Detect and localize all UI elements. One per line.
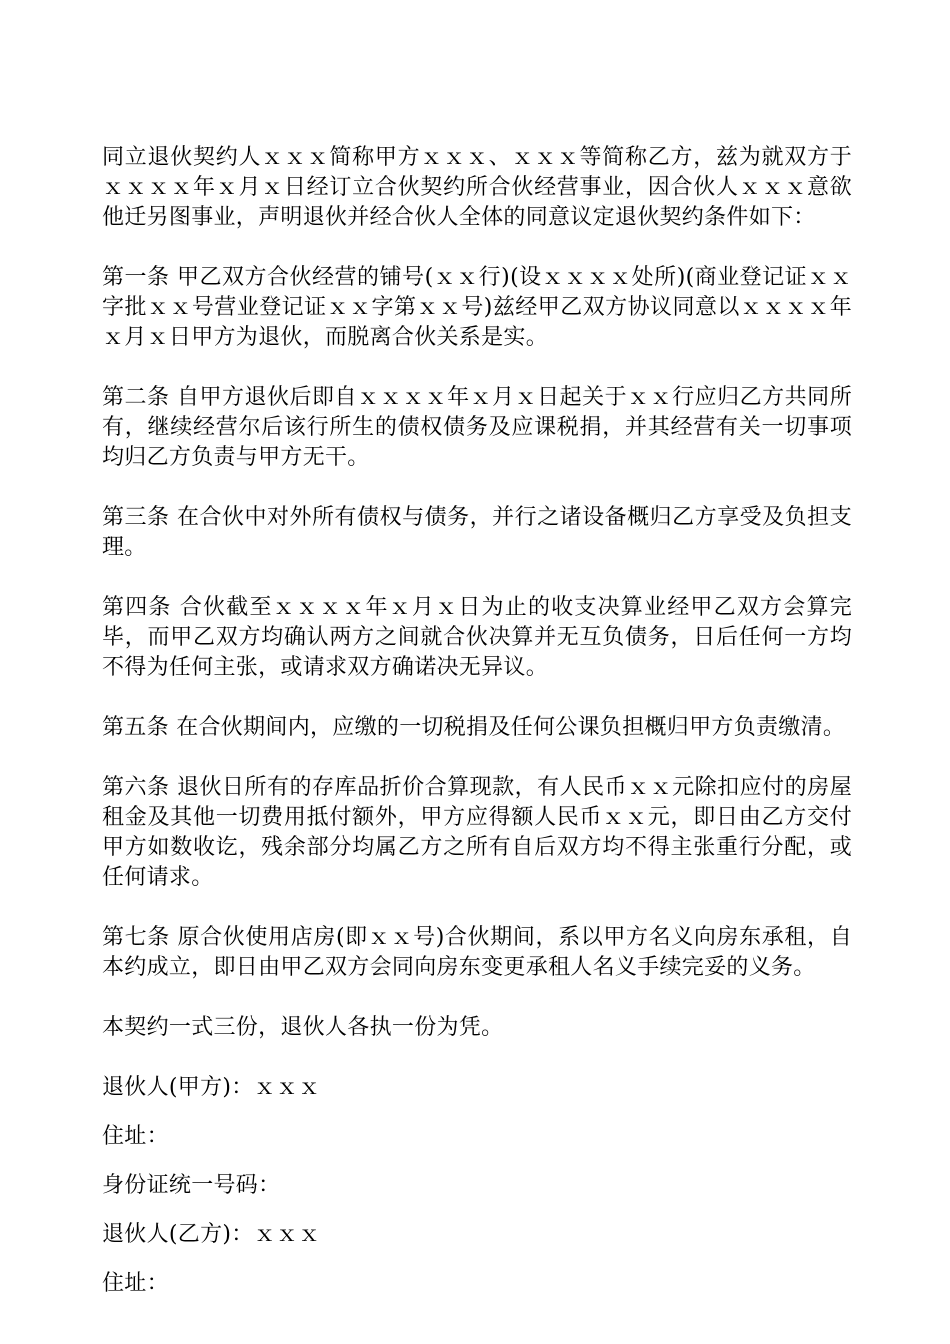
party-a-address-line: 住址： xyxy=(102,1124,169,1149)
party-a-signature-line: 退伙人(甲方)：ｘｘｘ xyxy=(102,1075,321,1100)
copies-paragraph: 本契约一式三份，退伙人各执一份为凭。 xyxy=(102,1015,504,1040)
article-2-paragraph: 第二条 自甲方退伙后即自ｘｘｘｘ年ｘ月ｘ日起关于ｘｘ行应归乙方共同所有，继续经营尔后该行所生的债权债务及应课税捐，并其经营有关一切事项均归乙方负责与甲方无干。 xyxy=(102,385,852,470)
party-b-signature-line: 退伙人(乙方)：ｘｘｘ xyxy=(102,1222,321,1247)
preamble-paragraph: 同立退伙契约人ｘｘｘ简称甲方ｘｘｘ、ｘｘｘ等简称乙方，兹为就双方于ｘｘｘｘ年ｘ月ｘ日经订立合伙契约所合伙经营事业，因合伙人ｘｘｘ意欲他迁另图事业，声明退伙并经合伙人全体的同意议定退伙契约条件如下： xyxy=(102,145,852,230)
article-5-paragraph: 第五条 在合伙期间内，应缴的一切税捐及任何公课负担概归甲方负责缴清。 xyxy=(102,715,846,740)
article-3-paragraph: 第三条 在合伙中对外所有债权与债务，并行之诸设备概归乙方享受及负担支理。 xyxy=(102,505,852,560)
article-7-paragraph: 第七条 原合伙使用店房(即ｘｘ号)合伙期间，系以甲方名义向房东承租，自本约成立，即日由甲乙双方会同向房东变更承租人名义手续完妥的义务。 xyxy=(102,925,852,980)
article-6-paragraph: 第六条 退伙日所有的存库品折价合算现款，有人民币ｘｘ元除扣应付的房屋租金及其他一切费用抵付额外，甲方应得额人民币ｘｘ元，即日由乙方交付甲方如数收讫，残余部分均属乙方之所有自后双方均不得主张重行分配，或任何请求。 xyxy=(102,775,852,890)
article-4-paragraph: 第四条 合伙截至ｘｘｘｘ年ｘ月ｘ日为止的收支决算业经甲乙双方会算完毕，而甲乙双方均确认两方之间就合伙决算并无互负债务，日后任何一方均不得为任何主张，或请求双方确诺决无异议。 xyxy=(102,595,852,680)
party-b-address-line: 住址： xyxy=(102,1271,169,1296)
article-1-paragraph: 第一条 甲乙双方合伙经营的铺号(ｘｘ行)(设ｘｘｘｘ处所)(商业登记证ｘｘ字批ｘｘ号营业登记证ｘｘ字第ｘｘ号)兹经甲乙双方协议同意以ｘｘｘｘ年ｘ月ｘ日甲方为退伙，而脱离合伙关系是实。 xyxy=(102,265,852,350)
document-body xyxy=(102,143,852,1318)
party-a-id-number-line: 身份证统一号码： xyxy=(102,1173,281,1198)
